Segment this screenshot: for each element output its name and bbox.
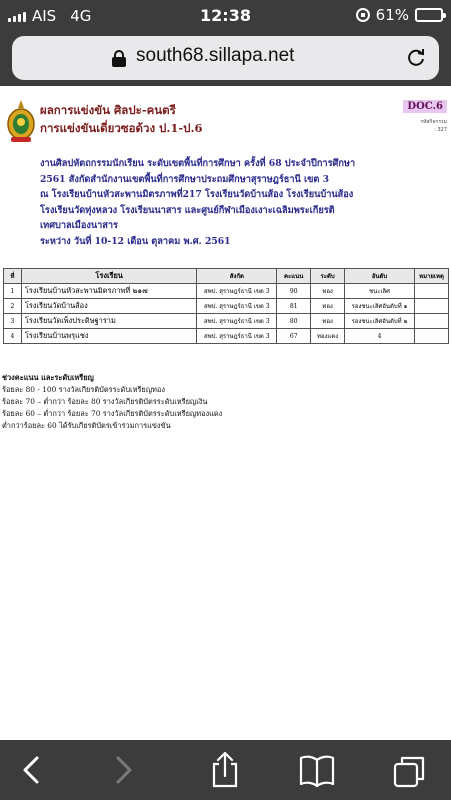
cell-note (414, 329, 448, 344)
description-line: 2561 สังกัดสำนักงานเขตพื้นที่การศึกษาประถมศึกษาสุราษฎร์ธานี เขต 3 (40, 173, 329, 185)
event-description (40, 156, 440, 249)
cell-level: ทองแดง (311, 329, 345, 344)
cell-affiliation: สพป. สุราษฎร์ธานี เขต 3 (197, 284, 277, 299)
page-subtitle: การแข่งขันเดี่ยวซอด้วง ป.1-ป.6 (40, 121, 203, 135)
cell-school: โรงเรียนบ้านหัวสะพานมิตรภาพที่ ๒๑๗ (21, 284, 196, 299)
battery-percent: 61% (375, 6, 409, 24)
cell-rank: รองชนะเลิศอันดับที่ ๒ (345, 314, 415, 329)
doc-tag: DOC.6 (403, 100, 447, 113)
cell-score: 67 (277, 329, 311, 344)
battery-icon (415, 8, 443, 22)
status-right (356, 6, 443, 24)
school-emblem-icon (6, 98, 36, 144)
cell-affiliation: สพป. สุราษฎร์ธานี เขต 3 (197, 329, 277, 344)
reload-icon[interactable] (405, 46, 427, 68)
browser-toolbar (0, 740, 451, 800)
cell-no: 4 (4, 329, 22, 344)
cell-level: ทอง (311, 299, 345, 314)
col-header-affiliation: สังกัด (197, 269, 277, 284)
col-header-no: ที่ (4, 269, 22, 284)
legend-title: ช่วงคะแนน และระดับเหรียญ (2, 373, 94, 382)
results-table (3, 268, 449, 344)
score-legend (2, 372, 222, 432)
forward-icon[interactable] (101, 750, 145, 790)
cell-score: 90 (277, 284, 311, 299)
cell-school: โรงเรียนวัดเพ็งประดิษฐาราม (21, 314, 196, 329)
cell-no: 2 (4, 299, 22, 314)
cell-note (414, 284, 448, 299)
activity-code (407, 118, 447, 134)
table-row (4, 329, 449, 344)
rotation-lock-icon (356, 8, 370, 22)
page-title: ผลการแข่งขัน ศิลปะ-คนตรี (40, 103, 176, 117)
col-header-level: ระดับ (311, 269, 345, 284)
cell-school: โรงเรียนบ้านพรุแชง (21, 329, 196, 344)
cell-rank: ชนะเลิศ (345, 284, 415, 299)
cell-affiliation: สพป. สุราษฎร์ธานี เขต 3 (197, 314, 277, 329)
network-type: 4G (70, 7, 92, 25)
carrier-name: AIS (32, 7, 57, 25)
table-row (4, 299, 449, 314)
back-icon[interactable] (10, 750, 54, 790)
cell-rank: รองชนะเลิศอันดับที่ ๑ (345, 299, 415, 314)
address-bar[interactable] (12, 36, 439, 80)
cell-score: 81 (277, 299, 311, 314)
description-line: เทศบาลเมืองนาสาร (40, 220, 118, 231)
activity-code-value: : 327 (434, 127, 447, 133)
status-bar (0, 0, 451, 32)
web-page (0, 86, 451, 740)
col-header-rank: อันดับ (345, 269, 415, 284)
activity-code-label: รหัสกิจกรรม (420, 119, 447, 125)
col-header-score: คะแนน (277, 269, 311, 284)
legend-line: ร้อยละ 60 – ต่ำกว่า ร้อยละ 70 รางวัลเกียรติบัตรระดับเหรียญทองแดง (2, 409, 223, 418)
col-header-school: โรงเรียน (21, 269, 196, 284)
cell-note (414, 314, 448, 329)
legend-line: ร้อยละ 80 - 100 รางวัลเกียรติบัตรระดับเหรียญทอง (2, 385, 165, 394)
lock-icon (112, 50, 126, 66)
table-row (4, 284, 449, 299)
bookmarks-icon[interactable] (295, 750, 339, 790)
cell-no: 1 (4, 284, 22, 299)
description-line: ระหว่าง วันที่ 10-12 เดือน ตุลาคม พ.ศ. 2561 (40, 235, 231, 247)
tabs-icon[interactable] (387, 750, 431, 790)
cell-rank: 4 (345, 329, 415, 344)
cell-affiliation: สพป. สุราษฎร์ธานี เขต 3 (197, 299, 277, 314)
clock: 12:38 (200, 6, 251, 25)
description-line: โรงเรียนวัดทุ่งหลวง โรงเรียนนาสาร และศูนย์กีฬาเมืองเงาะเฉลิมพระเกียรติ (40, 204, 335, 216)
browser-chrome (0, 32, 451, 86)
cell-school: โรงเรียนวัดบ้านส้อง (21, 299, 196, 314)
url-text[interactable]: south68.sillapa.net (136, 45, 295, 66)
description-line: ณ โรงเรียนบ้านหัวสะพานมิตรภาพที่217 โรงเรียนวัดบ้านส้อง โรงเรียนบ้านส้อง (40, 189, 354, 200)
cell-score: 80 (277, 314, 311, 329)
col-header-note: หมายเหตุ (414, 269, 448, 284)
cell-level: ทอง (311, 314, 345, 329)
cell-no: 3 (4, 314, 22, 329)
table-header-row (4, 269, 449, 284)
description-line: งานศิลปหัตถกรรมนักเรียน ระดับเขตพื้นที่การศึกษา ครั้งที่ 68 ประจำปีการศึกษา (40, 158, 356, 169)
table-row (4, 314, 449, 329)
share-icon[interactable] (203, 750, 247, 790)
cell-note (414, 299, 448, 314)
legend-line: ต่ำกว่าร้อยละ 60 ได้รับเกียรติบัตรเข้าร่วมการแข่งขัน (2, 421, 171, 430)
cell-level: ทอง (311, 284, 345, 299)
legend-line: ร้อยละ 70 – ต่ำกว่า ร้อยละ 80 รางวัลเกียรติบัตรระดับเหรียญเงิน (2, 397, 208, 406)
